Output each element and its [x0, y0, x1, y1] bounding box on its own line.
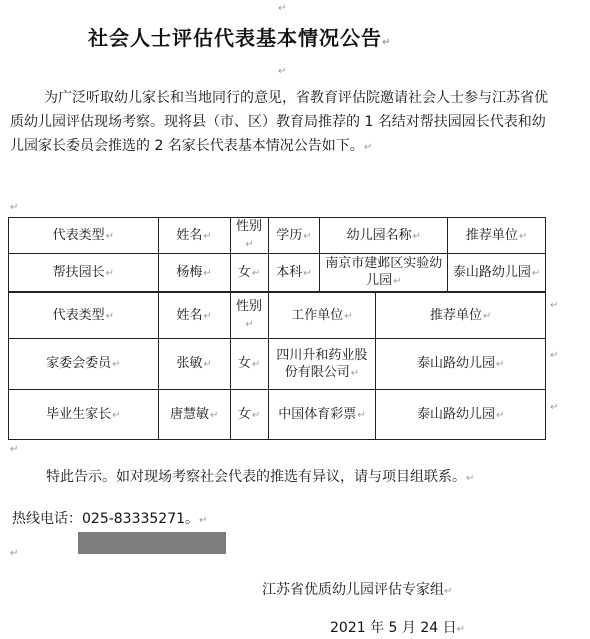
table-cell: 张敏↵	[158, 339, 230, 390]
title-text: 社会人士评估代表基本情况公告	[88, 26, 382, 50]
table-cell: 女↵	[230, 390, 268, 440]
table-header-row	[9, 293, 546, 339]
table-row	[9, 254, 546, 292]
header-cell: 代表类型↵	[9, 293, 159, 339]
table-cell: 帮扶园长↵	[9, 254, 159, 292]
header-cell: 学历↵	[268, 218, 320, 254]
row-end-mark: ↵	[550, 402, 559, 413]
paragraph-mark: ↵	[363, 142, 373, 153]
row-end-mark: ↵	[550, 350, 559, 361]
notice-text: 特此告示。如对现场考察社会代表的推选有异议，请与项目组联系。↵	[46, 469, 475, 485]
paragraph-mark: ↵	[278, 3, 287, 14]
signer-text: 江苏省优质幼儿园评估专家组↵	[262, 582, 453, 598]
table-cell: 泰山路幼儿园↵	[376, 390, 546, 440]
table-cell: 女↵	[230, 254, 268, 292]
paragraph-mark: ↵	[10, 202, 19, 213]
table-cell: 家委会委员↵	[9, 339, 159, 390]
table-header-row	[9, 218, 546, 254]
table-cell: 中国体育彩票↵	[268, 390, 376, 440]
date-text: 2021 年 5 月 24 日↵	[330, 620, 465, 636]
table-cell: 毕业生家长↵	[9, 390, 159, 440]
table-cell: 女↵	[230, 339, 268, 390]
header-cell: 性别↵	[230, 218, 268, 254]
header-cell: 性别↵	[230, 293, 268, 339]
table-kindergarten-rep	[8, 217, 546, 292]
table-parent-reps	[8, 292, 546, 440]
row-end-mark: ↵	[550, 300, 559, 311]
table-row	[9, 390, 546, 440]
paragraph-mark: ↵	[10, 548, 19, 559]
table-cell: 杨梅↵	[158, 254, 230, 292]
table-cell: 南京市建邺区实验幼儿园↵	[320, 254, 448, 292]
table-cell: 泰山路幼儿园↵	[376, 339, 546, 390]
page-title	[88, 22, 391, 51]
table-cell: 唐慧敏↵	[158, 390, 230, 440]
paragraph-mark: ↵	[10, 444, 19, 455]
header-cell: 姓名↵	[158, 218, 230, 254]
table-cell: 泰山路幼儿园↵	[448, 254, 546, 292]
hotline-text: 热线电话：025-83335271。↵	[12, 511, 208, 527]
header-cell: 幼儿园名称↵	[320, 218, 448, 254]
table-row	[9, 339, 546, 390]
table-cell: 四川升和药业股份有限公司↵	[268, 339, 376, 390]
table-cell: 本科↵	[268, 254, 320, 292]
intro-text: 为广泛听取幼儿家长和当地同行的意见，省教育评估院邀请社会人士参与江苏省优质幼儿园评估现场考察。现将县（市、区）教育局推荐的 1 名结对帮扶园园长代表和幼儿园家长委员会推选的 2 名家长代表基本情况公告如下。	[10, 90, 548, 154]
header-cell: 推荐单位↵	[376, 293, 546, 339]
intro-paragraph	[10, 86, 558, 160]
paragraph-mark: ↵	[278, 66, 287, 77]
header-cell: 工作单位↵	[268, 293, 376, 339]
redaction-box	[78, 532, 226, 554]
header-cell: 推荐单位↵	[448, 218, 546, 254]
header-cell: 代表类型↵	[9, 218, 159, 254]
paragraph-mark: ↵	[382, 37, 392, 48]
header-cell: 姓名↵	[158, 293, 230, 339]
